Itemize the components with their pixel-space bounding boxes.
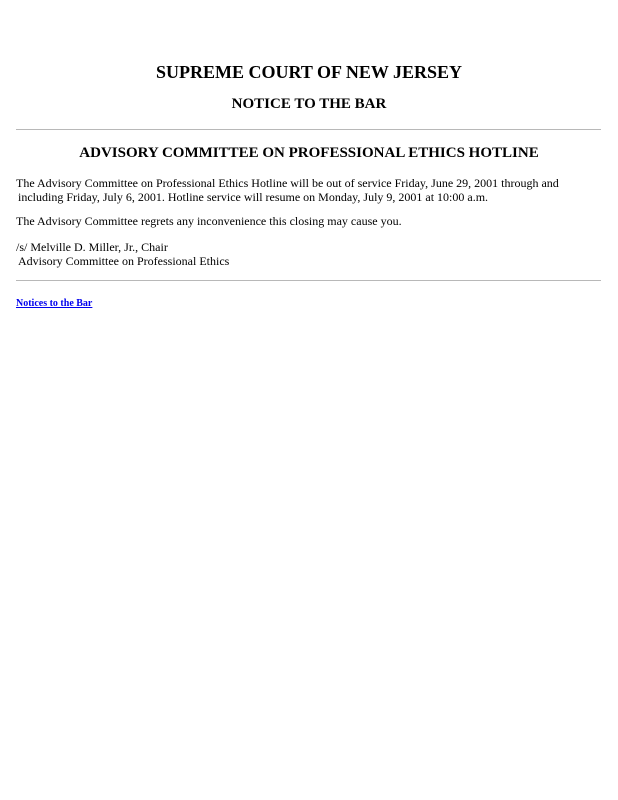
notice-title: NOTICE TO THE BAR <box>231 96 387 112</box>
bottom-divider <box>16 280 601 281</box>
signature-name: /s/ Melville D. Miller, Jr., Chair <box>16 240 168 254</box>
top-divider <box>16 129 601 130</box>
section-heading: ADVISORY COMMITTEE ON PROFESSIONAL ETHICS HOTLINE <box>79 145 539 161</box>
notices-to-the-bar-link[interactable]: Notices to the Bar <box>16 298 93 309</box>
signature-committee: Advisory Committee on Professional Ethics <box>18 254 230 268</box>
apology-paragraph: The Advisory Committee regrets any inconvenience this closing may cause you. <box>16 214 402 228</box>
court-title: SUPREME COURT OF NEW JERSEY <box>155 62 463 82</box>
notice-paragraph-line-1: The Advisory Committee on Professional Ethics Hotline will be out of service Friday, June 29, 2001 through and <box>16 176 559 190</box>
notice-paragraph-line-2: including Friday, July 6, 2001. Hotline service will resume on Monday, July 9, 2001 at 10:00 a.m. <box>18 190 489 204</box>
